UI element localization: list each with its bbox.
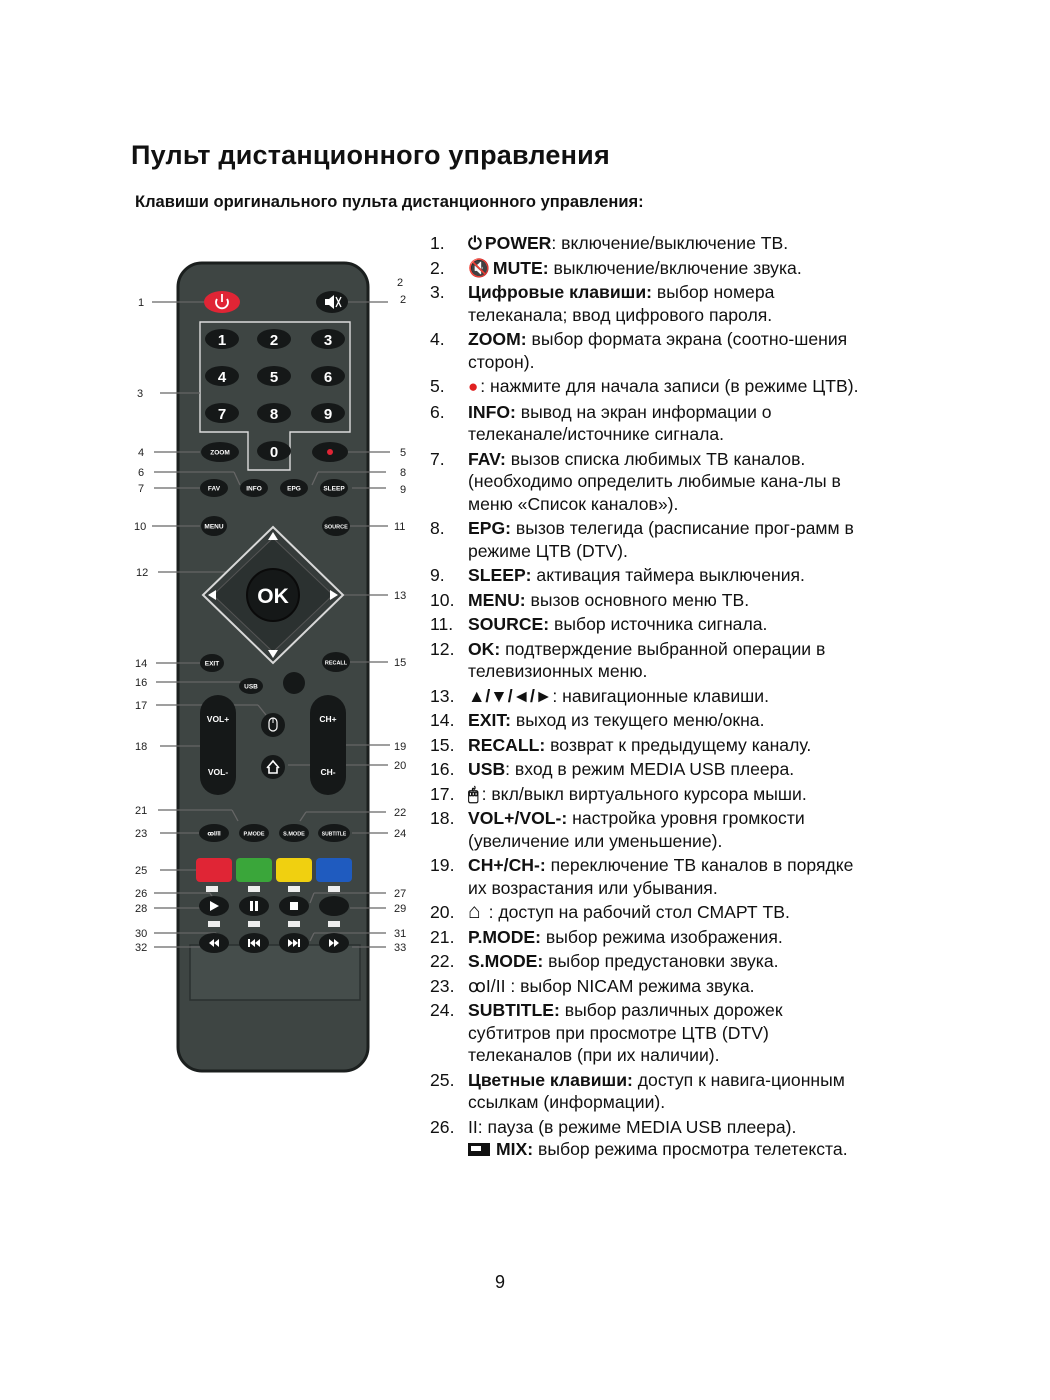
key-number: 19. [430, 855, 455, 875]
digit-4-label: 4 [217, 369, 227, 386]
key-desc: вызов списка любимых ТВ каналов. (необходимо определить любимые кана-лы в меню «Список каналов»). [468, 448, 841, 514]
callout-12: 12 [136, 567, 149, 579]
home-icon: ⌂ [468, 900, 481, 923]
ch-plus-label: CH+ [319, 714, 337, 724]
callout-16: 16 [135, 677, 148, 689]
vol-plus-label: VOL+ [206, 714, 230, 724]
key-name: USB [468, 759, 506, 779]
power-icon: ⏻ [468, 233, 482, 253]
mix-icon [468, 1143, 490, 1156]
callout-27: 27 [394, 888, 407, 900]
key-number: 25. [430, 1069, 455, 1090]
callout-21: 21 [135, 805, 148, 817]
key-name: SOURCE: [468, 614, 550, 634]
subpage-icon [288, 886, 300, 892]
remote-svg [130, 255, 420, 1075]
key-name: INFO: [468, 401, 516, 422]
callout-22: 22 [394, 807, 407, 819]
key-number: 15. [430, 734, 455, 755]
key-desc: выбор номера телеканала; ввод цифрового пароля. [468, 282, 775, 325]
key-number: 14. [430, 710, 455, 730]
key-name: ZOOM: [468, 329, 527, 349]
epg-label: EPG [287, 485, 301, 493]
green-color-key [236, 858, 272, 882]
key-desc: : вкл/выкл виртуального курсора мыши. [481, 783, 807, 804]
callout-19: 19 [394, 741, 407, 753]
key-item-24 [430, 999, 870, 1067]
callout-7: 7 [138, 483, 145, 495]
callout-2a: 2 [397, 277, 404, 289]
key-item-18 [430, 807, 870, 852]
key-item-6 [430, 401, 870, 446]
key-name: Цифровые клавиши: [468, 282, 653, 302]
callout-9: 9 [400, 484, 407, 496]
key-item-10 [430, 589, 870, 612]
callout-8: 8 [400, 467, 407, 479]
ch-minus-label: CH- [320, 767, 336, 777]
key-desc: : доступ на рабочий стол СМАРТ ТВ. [483, 902, 790, 922]
key-item-16 [430, 758, 870, 781]
callout-20: 20 [394, 760, 407, 772]
digit-7-label: 7 [217, 406, 227, 423]
stop-icon [290, 902, 298, 910]
key-number: 2. [430, 257, 445, 278]
key-item-9 [430, 564, 870, 587]
callout-30: 30 [135, 928, 148, 940]
key-desc: подтверждение выбранной операции в телевизионных меню. [468, 638, 826, 681]
callout-24: 24 [394, 828, 407, 840]
recall-label: RECALL [324, 660, 348, 667]
key-description-list [430, 232, 870, 1163]
key-name: OK: [468, 638, 501, 659]
key-number: 7. [430, 448, 445, 469]
key-number: 9. [430, 565, 445, 585]
key-name: SUBTITLE: [468, 1000, 560, 1020]
key-item-21 [430, 926, 870, 949]
callout-29: 29 [394, 903, 407, 915]
remote-bottom-panel [190, 945, 360, 1000]
vol-minus-label: VOL- [207, 767, 229, 777]
exit-label: EXIT [204, 660, 220, 668]
reveal-icon [288, 921, 300, 927]
callout-11: 11 [394, 521, 406, 533]
key-item-1 [430, 232, 870, 255]
key-item-15 [430, 734, 870, 757]
key-number: 12. [430, 638, 455, 659]
key-item-12 [430, 638, 870, 683]
key-name: VOL+/VOL-: [468, 808, 568, 828]
callout-25: 25 [135, 865, 148, 877]
key-desc: вызов телегида (расписание прог-рамм в режиме ЦТВ (DTV). [468, 518, 854, 561]
key-item-26 [430, 1116, 870, 1161]
key-number: 6. [430, 401, 445, 422]
mix-icon [248, 886, 260, 892]
record-dot-icon [327, 449, 333, 455]
key-number: 1. [430, 233, 445, 253]
key-name: ▲/▼/◄/► [468, 685, 553, 706]
callout-6: 6 [138, 467, 145, 479]
key-number: 8. [430, 518, 445, 538]
key-desc: ꝏI/II : выбор NICAM режима звука. [468, 975, 755, 996]
key-name: S.MODE: [468, 951, 544, 971]
key-name: MUTE: [492, 257, 549, 278]
size-icon [328, 886, 340, 892]
mouse-button [261, 713, 285, 737]
cancel-icon [328, 921, 340, 927]
nicam-label: ꝏI/II [207, 831, 221, 838]
callout-4: 4 [138, 447, 145, 459]
digit-2-label: 2 [269, 332, 279, 349]
page-number: 9 [494, 1272, 505, 1292]
key-item-20 [430, 901, 870, 924]
key-desc: : нажмите для начала записи (в режиме ЦТВ). [480, 376, 859, 396]
mouse-icon: 🖱 [468, 783, 479, 804]
key-desc: выбор источника сигнала. [549, 614, 768, 634]
key-item-25 [430, 1069, 870, 1114]
text-icon [206, 886, 218, 892]
key-number: 17. [430, 783, 455, 804]
key-desc: выход из текущего меню/окна. [511, 710, 765, 730]
callout-31: 31 [394, 928, 407, 940]
hold-icon [248, 921, 260, 927]
page-subtitle: Клавиши оригинального пульта дистанционного управления: [135, 193, 644, 211]
key-desc: II: пауза (в режиме MEDIA USB плеера). [468, 1116, 797, 1137]
key-name: RECALL: [468, 734, 546, 755]
callout-5: 5 [400, 447, 407, 459]
callout-23: 23 [135, 828, 148, 840]
fav-label: FAV [207, 485, 221, 493]
key-name: P.MODE: [468, 926, 541, 947]
key-item-14 [430, 709, 870, 732]
info-label: INFO [246, 485, 262, 493]
key-item-19 [430, 854, 870, 899]
key-item-2 [430, 257, 870, 280]
pmode-label: P.MODE [243, 831, 265, 838]
key-number: 20. [430, 902, 455, 922]
callout-26: 26 [135, 888, 148, 900]
key-name: POWER [484, 233, 552, 253]
key-desc: возврат к предыдущему каналу. [545, 734, 812, 755]
pause-button [239, 896, 269, 916]
key-desc: выбор режима изображения. [541, 926, 783, 947]
key-item-3 [430, 281, 870, 326]
key-number: 5. [430, 376, 445, 396]
key-number: 4. [430, 329, 445, 349]
digit-0-label: 0 [269, 444, 279, 461]
unlabeled-round-button [283, 672, 305, 694]
key-number: 22. [430, 951, 455, 971]
zoom-label: ZOOM [210, 449, 230, 457]
key-desc: выбор предустановки звука. [543, 951, 779, 971]
key-desc: вызов основного меню ТВ. [525, 589, 750, 610]
record-dot-icon: ● [468, 377, 479, 396]
source-label: SOURCE [324, 524, 348, 531]
callout-2b: 2 [400, 294, 407, 306]
key-desc: выключение/включение звука. [548, 257, 802, 278]
key-name: EPG: [468, 518, 512, 538]
key-desc: : навигационные клавиши. [552, 685, 769, 706]
blue-color-key [316, 858, 352, 882]
key-name: CH+/CH-: [468, 855, 546, 875]
ok-label: OK [257, 585, 289, 608]
sleep-label: SLEEP [323, 485, 345, 493]
key-desc: выбор формата экрана (соотно-шения сторон). [468, 329, 848, 372]
digit-8-label: 8 [269, 406, 279, 423]
key-item-13 [430, 685, 870, 708]
callout-32: 32 [135, 942, 148, 954]
key-name: SLEEP: [468, 565, 532, 585]
key-item-5 [430, 375, 870, 399]
key-item-23 [430, 975, 870, 998]
key-number: 11. [430, 614, 454, 634]
callout-28: 28 [135, 903, 148, 915]
key-desc: выбор режима просмотра телетекста. [533, 1139, 848, 1159]
subtitle-label: SUBTITLE [321, 831, 347, 838]
key-item-4 [430, 328, 870, 373]
key-item-17 [430, 783, 870, 806]
key-number: 16. [430, 759, 455, 779]
callout-13: 13 [394, 590, 407, 602]
callout-33: 33 [394, 942, 407, 954]
key-desc: переключение ТВ каналов в порядке их возрастания или убывания. [468, 855, 854, 898]
key-name: MIX: [496, 1139, 534, 1159]
key-name: MENU: [468, 589, 526, 610]
smode-label: S.MODE [283, 831, 305, 838]
key-desc: активация таймера выключения. [531, 565, 805, 585]
key-item-22 [430, 950, 870, 973]
remote-control-illustration [130, 255, 420, 1075]
key-desc: настройка уровня громкости (увеличение или уменьшение). [468, 808, 805, 851]
transport-blank-button [319, 896, 349, 916]
page-title: Пульт дистанционного управления [131, 140, 610, 170]
red-color-key [196, 858, 232, 882]
key-desc: доступ к навига-ционным ссылкам (информации). [468, 1069, 845, 1112]
key-item-8 [430, 517, 870, 562]
digit-6-label: 6 [323, 369, 333, 386]
home-button [261, 755, 285, 779]
key-number: 24. [430, 1000, 455, 1020]
callout-3: 3 [137, 388, 144, 400]
key-desc: : вход в режим MEDIA USB плеера. [505, 759, 795, 779]
callout-18: 18 [135, 741, 148, 753]
key-desc: вывод на экран информации о телеканале/источнике сигнала. [468, 401, 772, 444]
key-name: EXIT: [468, 710, 512, 730]
key-desc: : включение/выключение ТВ. [551, 233, 789, 253]
key-item-7 [430, 448, 870, 516]
key-number: 23. [430, 975, 455, 996]
key-name: Цветные клавиши: [468, 1069, 633, 1090]
callout-15: 15 [394, 657, 407, 669]
digit-1-label: 1 [217, 332, 227, 349]
key-number: 26. [430, 1116, 455, 1137]
key-number: 13. [430, 685, 455, 706]
index-icon [208, 921, 220, 927]
mute-icon: 🔇 [468, 257, 490, 278]
key-desc: выбор различных дорожек субтитров при просмотре ЦТВ (DTV) телеканалов (при их наличии). [468, 1000, 783, 1065]
key-name: FAV: [468, 448, 506, 469]
key-number: 3. [430, 282, 445, 302]
key-item-11 [430, 613, 870, 636]
key-number: 18. [430, 808, 455, 828]
key-number: 10. [430, 589, 455, 610]
digit-3-label: 3 [323, 332, 333, 349]
key-number: 21. [430, 926, 455, 947]
channel-rocker [310, 695, 346, 795]
callout-14: 14 [135, 658, 148, 670]
usb-label: USB [244, 683, 258, 691]
callout-17: 17 [135, 700, 148, 712]
volume-rocker [200, 695, 236, 795]
yellow-color-key [276, 858, 312, 882]
digit-9-label: 9 [323, 406, 333, 423]
menu-label: MENU [204, 523, 224, 531]
digit-5-label: 5 [269, 369, 279, 386]
callout-1: 1 [138, 297, 145, 309]
callout-10: 10 [134, 521, 147, 533]
